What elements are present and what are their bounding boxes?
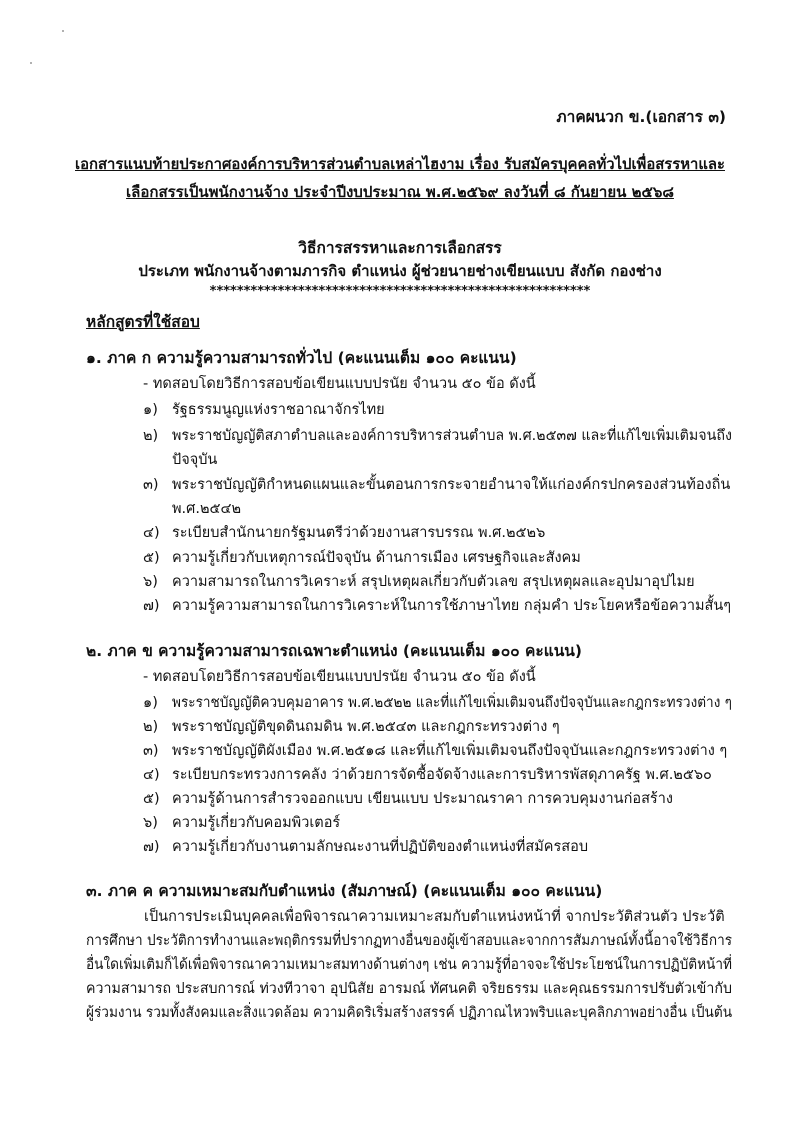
list-item: ระเบียบกระทรวงการคลัง ว่าด้วยการจัดซื้อจัดจ้างและการบริหารพัสดุภาครัฐ พ.ศ.๒๕๖๐ (172, 767, 712, 783)
list-item-number: ๑) (143, 695, 158, 711)
list-item-continuation: ปัจจุบัน (172, 452, 218, 468)
section3-heading: ๓. ภาค ค ความเหมาะสมกับตำแหน่ง (สัมภาษณ์) (คะแนนเต็ม ๑๐๐ คะแนน) (86, 882, 603, 900)
list-item: ความรู้ความสามารถในการวิเคราะห์ในการใช้ภาษาไทย กลุ่มคำ ประโยคหรือข้อความสั้นๆ (172, 598, 732, 614)
doc-title-line-2: เลือกสรรเป็นพนักงานจ้าง ประจำปีงบประมาณ พ.ศ.๒๕๖๙ ลงวันที่ ๘ กันยายน ๒๕๖๘ (126, 183, 674, 201)
scan-speck (30, 62, 32, 64)
list-item-number: ๓) (143, 743, 159, 759)
paragraph-line: ผู้ร่วมงาน รวมทั้งสังคมและสิ่งแวดล้อม ความคิดริเริ่มสร้างสรรค์ ปฏิภาณไหวพริบและบุคลิกภาพอย่างอื่น เป็นต้น (86, 1005, 733, 1021)
list-item-continuation: พ.ศ.๒๕๔๒ (172, 501, 242, 517)
appendix-label: ภาคผนวก ข.(เอกสาร ๓) (556, 108, 726, 126)
position-line: ประเภท พนักงานจ้างตามภารกิจ ตำแหน่ง ผู้ช่วยนายช่างเขียนแบบ สังกัด กองช่าง (138, 262, 662, 280)
list-item: ความรู้เกี่ยวกับคอมพิวเตอร์ (172, 815, 341, 831)
list-item-number: ๕) (143, 550, 160, 566)
doc-title-line-1: เอกสารแนบท้ายประกาศองค์การบริหารส่วนตำบลเหล่าไฮงาม เรื่อง รับสมัครบุคคลทั่วไปเพื่อสรรหาและ (74, 155, 725, 173)
curriculum-heading: หลักสูตรที่ใช้สอบ (86, 313, 200, 331)
list-item-number: ๒) (143, 719, 159, 735)
list-item-number: ๗) (143, 598, 160, 614)
section1-heading: ๑. ภาค ก ความรู้ความสามารถทั่วไป (คะแนนเต็ม ๑๐๐ คะแนน) (86, 349, 517, 367)
section2-intro: - ทดสอบโดยวิธีการสอบข้อเขียนแบบปรนัย จำนวน ๕๐ ข้อ ดังนี้ (143, 669, 536, 685)
section2-heading: ๒. ภาค ข ความรู้ความสามารถเฉพาะตำแหน่ง (คะแนนเต็ม ๑๐๐ คะแนน) (86, 642, 582, 660)
paragraph-line: เป็นการประเมินบุคคลเพื่อพิจารณาความเหมาะสมกับตำแหน่งหน้าที่ จากประวัติส่วนตัว ประวัติ (144, 909, 725, 925)
method-title: วิธีการสรรหาและการเลือกสรร (298, 239, 502, 257)
list-item: พระราชบัญญัติควบคุมอาคาร พ.ศ.๒๕๒๒ และที่แก้ไขเพิ่มเติมจนถึงปัจจุบันและกฎกระทรวงต่าง ๆ (172, 695, 732, 711)
section1-intro: - ทดสอบโดยวิธีการสอบข้อเขียนแบบปรนัย จำนวน ๕๐ ข้อ ดังนี้ (143, 376, 536, 392)
list-item: ความรู้เกี่ยวกับงานตามลักษณะงานที่ปฏิบัติของตำแหน่งที่สมัครสอบ (172, 839, 589, 855)
list-item-number: ๕) (143, 791, 160, 807)
list-item: พระราชบัญญัติกำหนดแผนและขั้นตอนการกระจายอำนาจให้แก่องค์กรปกครองส่วนท้องถิ่น (172, 477, 731, 493)
list-item-number: ๖) (143, 815, 158, 831)
list-item: ความสามารถในการวิเคราะห์ สรุปเหตุผลเกี่ยวกับตัวเลข สรุปเหตุผลและอุปมาอุปไมย (172, 574, 695, 590)
list-item: พระราชบัญญัติขุดดินถมดิน พ.ศ.๒๕๔๓ และกฎกระทรวงต่าง ๆ (172, 719, 560, 735)
separator-line: ******************************************************** (209, 284, 591, 299)
list-item: รัฐธรรมนูญแห่งราชอาณาจักรไทย (172, 402, 385, 418)
list-item-number: ๔) (143, 525, 160, 541)
list-item: ความรู้เกี่ยวกับเหตุการณ์ปัจจุบัน ด้านการเมือง เศรษฐกิจและสังคม (172, 550, 581, 566)
scan-speck (62, 30, 64, 32)
list-item-number: ๑) (143, 402, 158, 418)
list-item: พระราชบัญญัติผังเมือง พ.ศ.๒๕๑๘ และที่แก้ไขเพิ่มเติมจนถึงปัจจุบันและกฎกระทรวงต่าง ๆ (172, 743, 728, 759)
list-item-number: ๔) (143, 767, 160, 783)
list-item: ระเบียบสำนักนายกรัฐมนตรีว่าด้วยงานสารบรรณ พ.ศ.๒๕๒๖ (172, 525, 546, 541)
paragraph-line: อื่นใดเพิ่มเติมก็ได้เพื่อพิจารณาความเหมาะสมทางด้านต่างๆ เช่น ความรู้ที่อาจจะใช้ประโยชน์ในการปฏิบัติหน้าที่ (86, 957, 732, 973)
list-item-number: ๗) (143, 839, 160, 855)
paragraph-line: ความสามารถ ประสบการณ์ ท่วงทีวาจา อุปนิสัย อารมณ์ ทัศนคติ จริยธรรม และคุณธรรมการปรับตัวเข้ากับ (86, 981, 732, 997)
list-item-number: ๓) (143, 477, 159, 493)
list-item-number: ๖) (143, 574, 158, 590)
list-item-number: ๒) (143, 428, 159, 444)
list-item: ความรู้ด้านการสำรวจออกแบบ เขียนแบบ ประมาณราคา การควบคุมงานก่อสร้าง (172, 791, 673, 807)
paragraph-line: การศึกษา ประวัติการทำงานและพฤติกรรมที่ปรากฏทางอื่นของผู้เข้าสอบและจากการสัมภาษณ์ทั้งนี้อาจใช้วิธีการ (86, 933, 733, 949)
list-item: พระราชบัญญัติสภาตำบลและองค์การบริหารส่วนตำบล พ.ศ.๒๕๓๗ และที่แก้ไขเพิ่มเติมจนถึง (172, 428, 733, 444)
